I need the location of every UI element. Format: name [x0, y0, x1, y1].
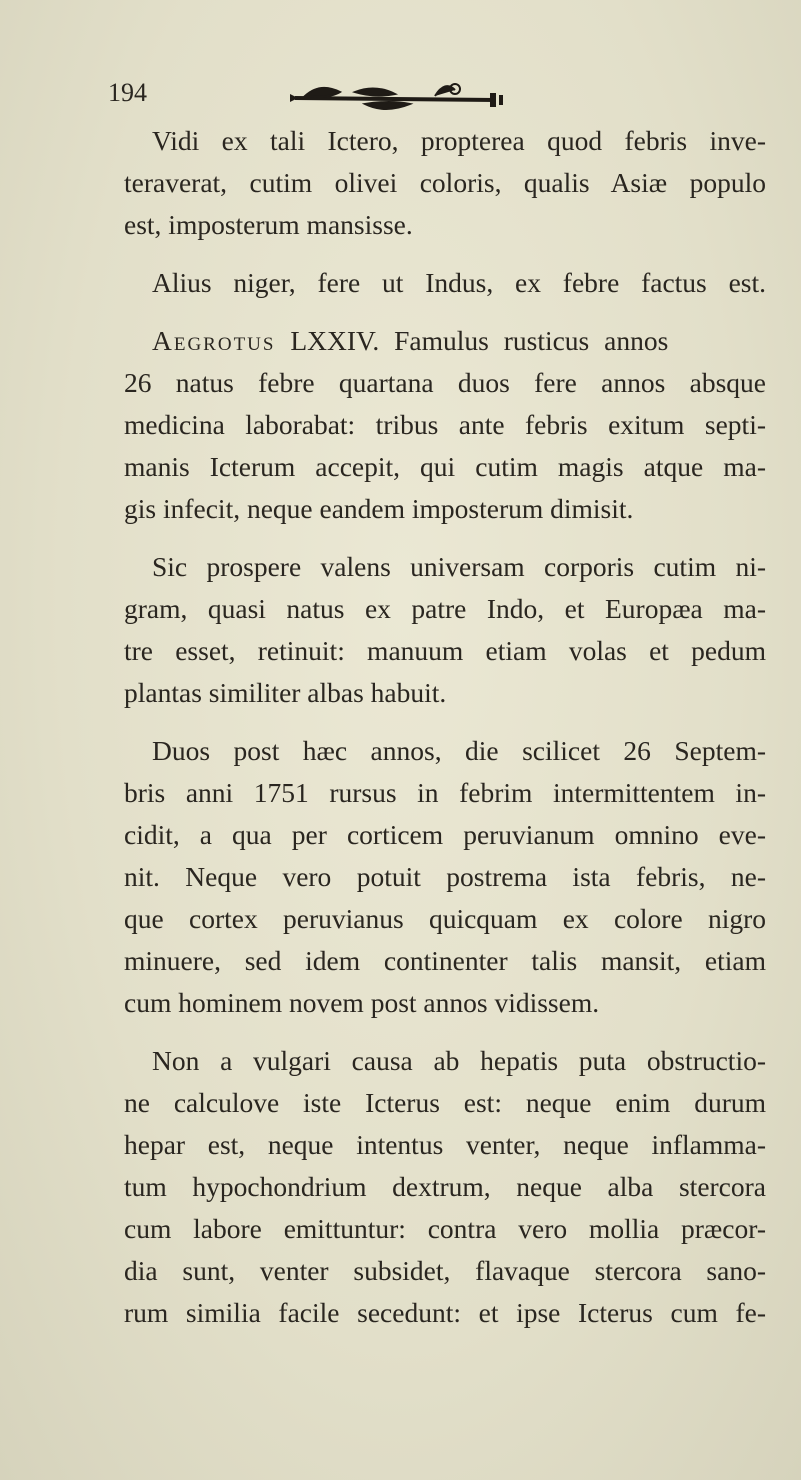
text-line: Duos post hæc annos, die scilicet 26 Septem- [152, 735, 766, 766]
text-line: plantas similiter albas habuit. [124, 677, 447, 708]
text-line: Sic prospere valens universam corporis cutim ni- [152, 551, 766, 582]
text-line: est, imposterum mansisse. [124, 209, 413, 240]
paragraph [124, 546, 766, 714]
text-line: bris anni 1751 rursus in febrim intermittentem in- [124, 777, 766, 808]
text-line: cidit, a qua per corticem peruvianum omnino eve- [124, 819, 766, 850]
text-line: Vidi ex tali Ictero, propterea quod febris inve- [152, 125, 766, 156]
paragraph [124, 262, 766, 304]
text-line: cum hominem novem post annos vidissem. [124, 987, 600, 1018]
text-line: dia sunt, venter subsidet, flavaque stercora sano- [124, 1255, 766, 1286]
text-line: cum labore emittuntur: contra vero mollia præcor- [124, 1213, 766, 1244]
paragraph [124, 120, 766, 246]
text-line: ne calculove iste Icterus est: neque enim durum [124, 1087, 766, 1118]
paragraph [124, 320, 766, 530]
text-line [124, 320, 766, 362]
text-line: tum hypochondrium dextrum, neque alba stercora [124, 1171, 766, 1202]
text-line: minuere, sed idem continenter talis mansit, etiam [124, 945, 766, 976]
paragraph [124, 1040, 766, 1334]
text-line: rum similia facile secedunt: et ipse Icterus cum fe- [124, 1297, 766, 1328]
page-number: 194 [108, 78, 147, 107]
text-line: medicina laborabat: tribus ante febris exitum septi- [124, 409, 766, 440]
body-text [124, 120, 766, 1350]
text-line: Alius niger, fere ut Indus, ex febre factus est. [152, 267, 766, 298]
text-span: LXXIV. Famulus rusticus annos [275, 325, 669, 356]
text-line: nit. Neque vero potuit postrema ista febris, ne- [124, 861, 766, 892]
text-line: manis Icterum accepit, qui cutim magis atque ma- [124, 451, 766, 482]
paragraph [124, 730, 766, 1024]
text-line: hepar est, neque intentus venter, neque inflamma- [124, 1129, 766, 1160]
text-line: que cortex peruvianus quicquam ex colore nigro [124, 903, 766, 934]
text-line: Non a vulgari causa ab hepatis puta obstructio- [152, 1045, 766, 1076]
text-line: tre esset, retinuit: manuum etiam volas et pedum [124, 635, 766, 666]
text-line: 26 natus febre quartana duos fere annos absque [124, 367, 766, 398]
text-line: gram, quasi natus ex patre Indo, et Europæa ma- [124, 593, 766, 624]
text-line: gis infecit, neque eandem imposterum dimisit. [124, 493, 634, 524]
text-line: teraverat, cutim olivei coloris, qualis Asiæ populo [124, 167, 766, 198]
headpiece-ornament-icon [285, 82, 515, 112]
case-heading: Aegrotus [152, 325, 276, 356]
